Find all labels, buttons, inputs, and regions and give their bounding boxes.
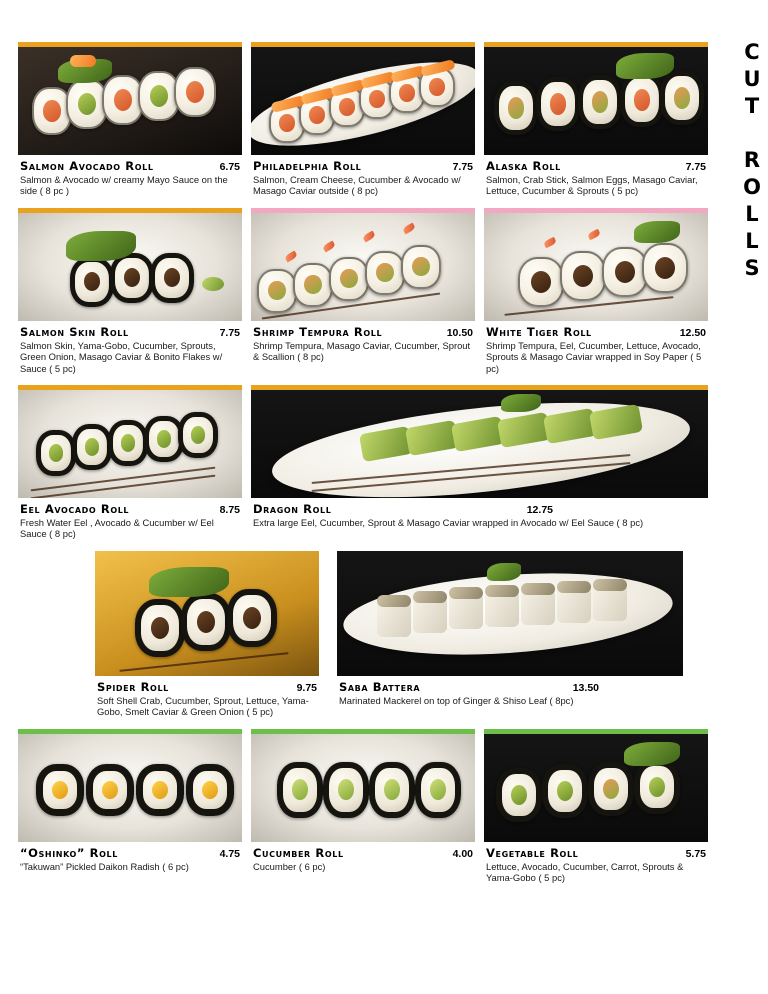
menu-row [18,385,718,540]
item-description: Extra large Eel, Cucumber, Sprout & Masago Caviar wrapped in Avocado w/ Eel Sauce ( 8 pc) [253,517,644,529]
menu-item-caption [18,321,242,374]
menu-item-caption [484,155,708,197]
item-description: “Takuwan” Pickled Daikon Radish ( 6 pc) [20,860,189,872]
item-price: 7.75 [219,326,240,339]
item-name: “Oshinko” Roll [20,845,118,860]
menu-item-card [251,208,475,374]
salmon-skin-roll-photo [18,213,242,321]
item-name: White Tiger Roll [486,324,592,339]
shrimp-tempura-roll-photo [251,213,475,321]
section-side-title: CUT ROLLS [740,40,764,283]
vegetable-roll-photo [484,734,708,842]
item-price: 12.75 [526,504,553,517]
menu-item-caption [18,498,242,540]
item-name: Cucumber Roll [253,845,344,860]
item-name: Alaska Roll [486,159,561,173]
oshinko-roll-photo [18,734,242,842]
item-description: Cucumber ( 6 pc) [253,860,326,872]
menu-item-card [251,385,708,540]
item-description: Salmon Skin, Yama-Gobo, Cucumber, Sprouts, Green Onion, Masago Caviar & Bonito Flakes w/ Sauce ( 5 pc) [20,339,223,374]
dragon-roll-photo [251,390,708,498]
item-description: Salmon, Crab Stick, Salmon Eggs, Masago Caviar, Lettuce, Cucumber & Sprouts ( 5 pc) [486,174,698,197]
item-name: Shrimp Tempura Roll [253,324,383,339]
menu-item-card [95,551,319,718]
item-name: Philadelphia Roll [253,159,362,173]
item-description: Salmon, Cream Cheese, Cucumber & Avocado w/ Masago Caviar outside ( 8 pc) [253,174,461,197]
alaska-roll-photo [484,47,708,155]
item-description: Marinated Mackerel on top of Ginger & Shiso Leaf ( 8pc) [339,694,574,706]
saba-battera-photo [337,551,683,676]
menu-item-card [251,729,475,884]
item-price: 7.75 [452,161,473,173]
menu-item-caption [251,321,475,363]
item-description: Shrimp Tempura, Masago Caviar, Cucumber, Sprout & Scallion ( 8 pc) [253,339,471,363]
item-price: 7.75 [685,161,706,173]
menu-item-caption [337,676,683,706]
menu-row [18,551,718,718]
menu-item-card [484,208,708,374]
menu-row [18,729,718,884]
item-name: Dragon Roll [253,502,332,517]
menu-item-caption [251,155,475,197]
item-name: Spider Roll [97,679,169,694]
item-price: 9.75 [296,681,317,694]
menu-item-card [18,729,242,884]
item-description: Lettuce, Avocado, Cucumber, Carrot, Sprouts & Yama-Gobo ( 5 pc) [486,860,684,884]
menu-item-card [337,551,683,718]
menu-item-caption [251,498,708,528]
item-name: Salmon Avocado Roll [20,159,154,173]
menu-item-card [18,208,242,374]
menu-item-caption [95,676,319,718]
white-tiger-roll-photo [484,213,708,321]
philadelphia-roll-photo [251,47,475,155]
menu-item-caption [251,842,475,872]
item-name: Eel Avocado Roll [20,502,130,517]
item-price: 4.75 [219,847,240,860]
watermark: menupix [690,899,754,916]
item-description: Soft Shell Crab, Cucumber, Sprout, Lettuce, Yama-Gobo, Smelt Caviar & Green Onion ( 5 pc) [97,694,309,718]
menu-item-caption [484,321,708,374]
menu-page [18,42,718,894]
item-price: 13.50 [572,681,599,694]
item-price: 6.75 [219,161,240,173]
menu-item-caption [484,842,708,884]
item-price: 8.75 [219,504,240,517]
item-description: Shrimp Tempura, Eel, Cucumber, Lettuce, Avocado, Sprouts & Masago Caviar wrapped in Soy Paper ( 5 pc) [486,339,702,374]
menu-item-card [484,42,708,197]
menu-item-card [251,42,475,197]
menu-item-caption [18,842,242,872]
item-name: Saba Battera [339,679,421,694]
item-description: Salmon & Avocado w/ creamy Mayo Sauce on the side ( 8 pc ) [20,174,228,197]
menu-item-card [18,385,242,540]
item-name: Vegetable Roll [486,845,579,860]
item-price: 4.00 [452,847,473,860]
menu-row [18,208,718,374]
item-name: Salmon Skin Roll [20,324,129,339]
item-price: 5.75 [685,847,706,860]
cucumber-roll-photo [251,734,475,842]
menu-row [18,42,718,197]
menu-item-card [18,42,242,197]
item-price: 12.50 [679,326,706,339]
item-price: 10.50 [446,326,473,339]
salmon-avocado-roll-photo [18,47,242,155]
spider-roll-photo [95,551,319,676]
menu-item-card [484,729,708,884]
item-description: Fresh Water Eel , Avocado & Cucumber w/ Eel Sauce ( 8 pc) [20,517,214,540]
menu-item-caption [18,155,242,197]
eel-avocado-roll-photo [18,390,242,498]
